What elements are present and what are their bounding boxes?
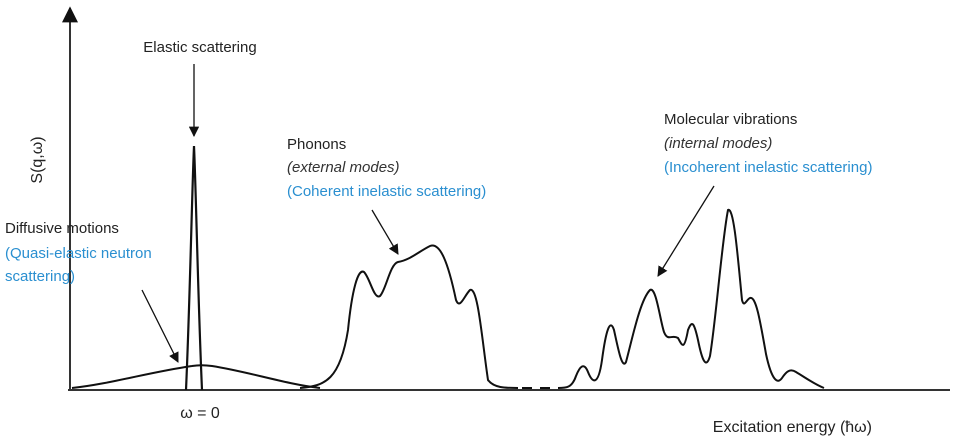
elastic-peak: [186, 146, 202, 390]
phonons-label: Phonons: [287, 136, 347, 153]
diffusive-motions-label: Diffusive motions: [5, 220, 119, 237]
phonons-arrow: [372, 210, 398, 254]
phonon-band-curve: [300, 245, 518, 388]
molecular-vibrations-curve: [558, 210, 824, 388]
incoherent-inelastic-note: (Incoherent inelastic scattering): [664, 159, 873, 176]
diffusive-arrow: [142, 290, 178, 362]
y-axis-label: S(q,ω): [29, 136, 46, 184]
molecular-vibrations-label: Molecular vibrations: [664, 111, 798, 128]
x-axis-label: Excitation energy (ħω): [712, 419, 872, 436]
quasi-elastic-note-line1: (Quasi-elastic neutron: [5, 245, 152, 262]
quasi-elastic-curve: [72, 365, 320, 388]
external-modes-label: (external modes): [287, 159, 400, 176]
internal-modes-label: (internal modes): [664, 135, 773, 152]
elastic-scattering-label: Elastic scattering: [143, 39, 257, 56]
quasi-elastic-note-line2: scattering): [5, 268, 76, 285]
omega-zero-label: ω = 0: [180, 405, 220, 422]
coherent-inelastic-note: (Coherent inelastic scattering): [287, 183, 487, 200]
molecular-arrow: [658, 186, 714, 276]
